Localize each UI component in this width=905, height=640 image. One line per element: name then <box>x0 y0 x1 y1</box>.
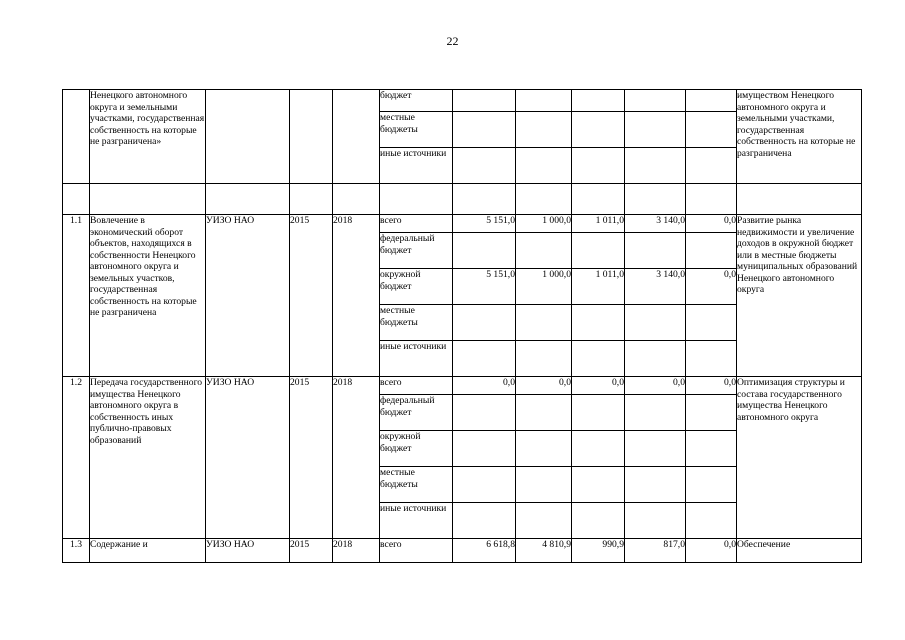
value-year-2016 <box>572 431 625 467</box>
expected-result: Обеспечение <box>737 539 862 563</box>
value-cell <box>572 148 625 184</box>
empty-cell <box>380 184 453 215</box>
funding-source: окружной бюджет <box>380 431 453 467</box>
value-year-2016 <box>572 467 625 503</box>
value-year-2015: 1 000,0 <box>516 215 572 233</box>
value-year-2018 <box>686 503 737 539</box>
funding-source: местные бюджеты <box>380 305 453 341</box>
funding-source: иные источники <box>380 341 453 377</box>
value-year-2018 <box>686 233 737 269</box>
value-year-2018 <box>686 341 737 377</box>
empty-cell <box>737 184 862 215</box>
year-start: 2015 <box>290 377 333 539</box>
value-total: 5 151,0 <box>453 269 516 305</box>
table-row-spacer <box>63 184 862 215</box>
measure-description: Содержание и <box>90 539 206 563</box>
value-year-2015 <box>516 233 572 269</box>
expected-result: имуществом Ненецкого автономного округа и земельными участками, государственная собственность на которые не разграничена <box>737 90 862 184</box>
value-year-2018: 0,0 <box>686 539 737 563</box>
empty-cell <box>333 184 380 215</box>
value-year-2017 <box>625 467 686 503</box>
funding-source: всего <box>380 539 453 563</box>
funding-source: местные бюджеты <box>380 112 453 148</box>
value-year-2015 <box>516 395 572 431</box>
executor: УИЗО НАО <box>206 539 290 563</box>
table-row <box>63 90 862 112</box>
value-year-2017: 3 140,0 <box>625 269 686 305</box>
value-year-2015 <box>516 305 572 341</box>
executor: УИЗО НАО <box>206 215 290 377</box>
budget-table <box>62 89 862 563</box>
empty-cell <box>90 184 206 215</box>
table-row <box>63 215 862 233</box>
value-year-2017 <box>625 431 686 467</box>
value-year-2016 <box>572 341 625 377</box>
value-year-2017 <box>625 503 686 539</box>
empty-cell <box>290 184 333 215</box>
year-end: 2018 <box>333 539 380 563</box>
empty-cell <box>453 184 516 215</box>
value-year-2017: 0,0 <box>625 377 686 395</box>
funding-source: федеральный бюджет <box>380 395 453 431</box>
year-end: 2018 <box>333 377 380 539</box>
value-total: 5 151,0 <box>453 215 516 233</box>
value-total: 6 618,8 <box>453 539 516 563</box>
value-cell <box>572 90 625 112</box>
value-year-2017: 817,0 <box>625 539 686 563</box>
value-year-2016 <box>572 233 625 269</box>
value-total <box>453 395 516 431</box>
executor: УИЗО НАО <box>206 377 290 539</box>
value-cell <box>453 90 516 112</box>
value-cell <box>686 148 737 184</box>
value-cell <box>453 148 516 184</box>
year-end-cell <box>333 90 380 184</box>
value-total <box>453 467 516 503</box>
value-cell <box>453 112 516 148</box>
funding-source: всего <box>380 377 453 395</box>
value-total <box>453 233 516 269</box>
value-year-2018 <box>686 467 737 503</box>
funding-source: федеральный бюджет <box>380 233 453 269</box>
measure-description: Ненецкого автономного округа и земельными участками, государственная собственность на которые не разграничена» <box>90 90 206 184</box>
value-total <box>453 431 516 467</box>
value-year-2017 <box>625 305 686 341</box>
value-year-2016: 1 011,0 <box>572 269 625 305</box>
value-year-2017 <box>625 395 686 431</box>
value-cell <box>516 112 572 148</box>
value-cell <box>625 112 686 148</box>
value-cell <box>572 112 625 148</box>
page-number: 22 <box>446 34 459 48</box>
table-row <box>63 377 862 395</box>
budget-table-body <box>63 90 862 563</box>
value-year-2015 <box>516 503 572 539</box>
row-number: 1.3 <box>63 539 90 563</box>
funding-source: иные источники <box>380 148 453 184</box>
value-cell <box>686 90 737 112</box>
value-total <box>453 305 516 341</box>
value-cell <box>686 112 737 148</box>
value-total <box>453 341 516 377</box>
empty-cell <box>516 184 572 215</box>
value-year-2018 <box>686 395 737 431</box>
year-start: 2015 <box>290 539 333 563</box>
value-year-2015: 0,0 <box>516 377 572 395</box>
value-year-2015 <box>516 467 572 503</box>
empty-cell <box>206 184 290 215</box>
value-year-2015 <box>516 431 572 467</box>
value-year-2017: 3 140,0 <box>625 215 686 233</box>
funding-source: всего <box>380 215 453 233</box>
value-year-2018: 0,0 <box>686 215 737 233</box>
value-year-2016: 990,9 <box>572 539 625 563</box>
year-end: 2018 <box>333 215 380 377</box>
value-year-2017 <box>625 341 686 377</box>
value-year-2016 <box>572 395 625 431</box>
row-number: 1.2 <box>63 377 90 539</box>
value-year-2018: 0,0 <box>686 377 737 395</box>
value-year-2015: 1 000,0 <box>516 269 572 305</box>
funding-source: бюджет <box>380 90 453 112</box>
funding-source: окружной бюджет <box>380 269 453 305</box>
value-cell <box>625 148 686 184</box>
funding-source: местные бюджеты <box>380 467 453 503</box>
row-number: 1.1 <box>63 215 90 377</box>
value-year-2016 <box>572 503 625 539</box>
empty-cell <box>686 184 737 215</box>
value-cell <box>625 90 686 112</box>
value-year-2017 <box>625 233 686 269</box>
year-start-cell <box>290 90 333 184</box>
value-cell <box>516 148 572 184</box>
table-row <box>63 539 862 563</box>
value-cell <box>516 90 572 112</box>
year-start: 2015 <box>290 215 333 377</box>
measure-description: Передача государственного имущества Ненецкого автономного округа в собственность иных публично-правовых образований <box>90 377 206 539</box>
value-year-2015 <box>516 341 572 377</box>
value-year-2018: 0,0 <box>686 269 737 305</box>
empty-cell <box>572 184 625 215</box>
value-year-2016: 0,0 <box>572 377 625 395</box>
empty-cell <box>63 184 90 215</box>
measure-description: Вовлечение в экономический оборот объектов, находящихся в собственности Ненецкого автономного округа и земельных участков, государственная собственность на которые не разграничена <box>90 215 206 377</box>
value-year-2018 <box>686 431 737 467</box>
value-year-2015: 4 810,9 <box>516 539 572 563</box>
value-year-2016: 1 011,0 <box>572 215 625 233</box>
executor-cell <box>206 90 290 184</box>
expected-result: Развитие рынка недвижимости и увеличение доходов в окружной бюджет или в местные бюджеты муниципальных образований Ненецкого автономного округа <box>737 215 862 377</box>
row-number-cell <box>63 90 90 184</box>
value-total: 0,0 <box>453 377 516 395</box>
value-total <box>453 503 516 539</box>
expected-result: Оптимизация структуры и состава государственного имущества Ненецкого автономного округа <box>737 377 862 539</box>
funding-source: иные источники <box>380 503 453 539</box>
value-year-2018 <box>686 305 737 341</box>
value-year-2016 <box>572 305 625 341</box>
empty-cell <box>625 184 686 215</box>
